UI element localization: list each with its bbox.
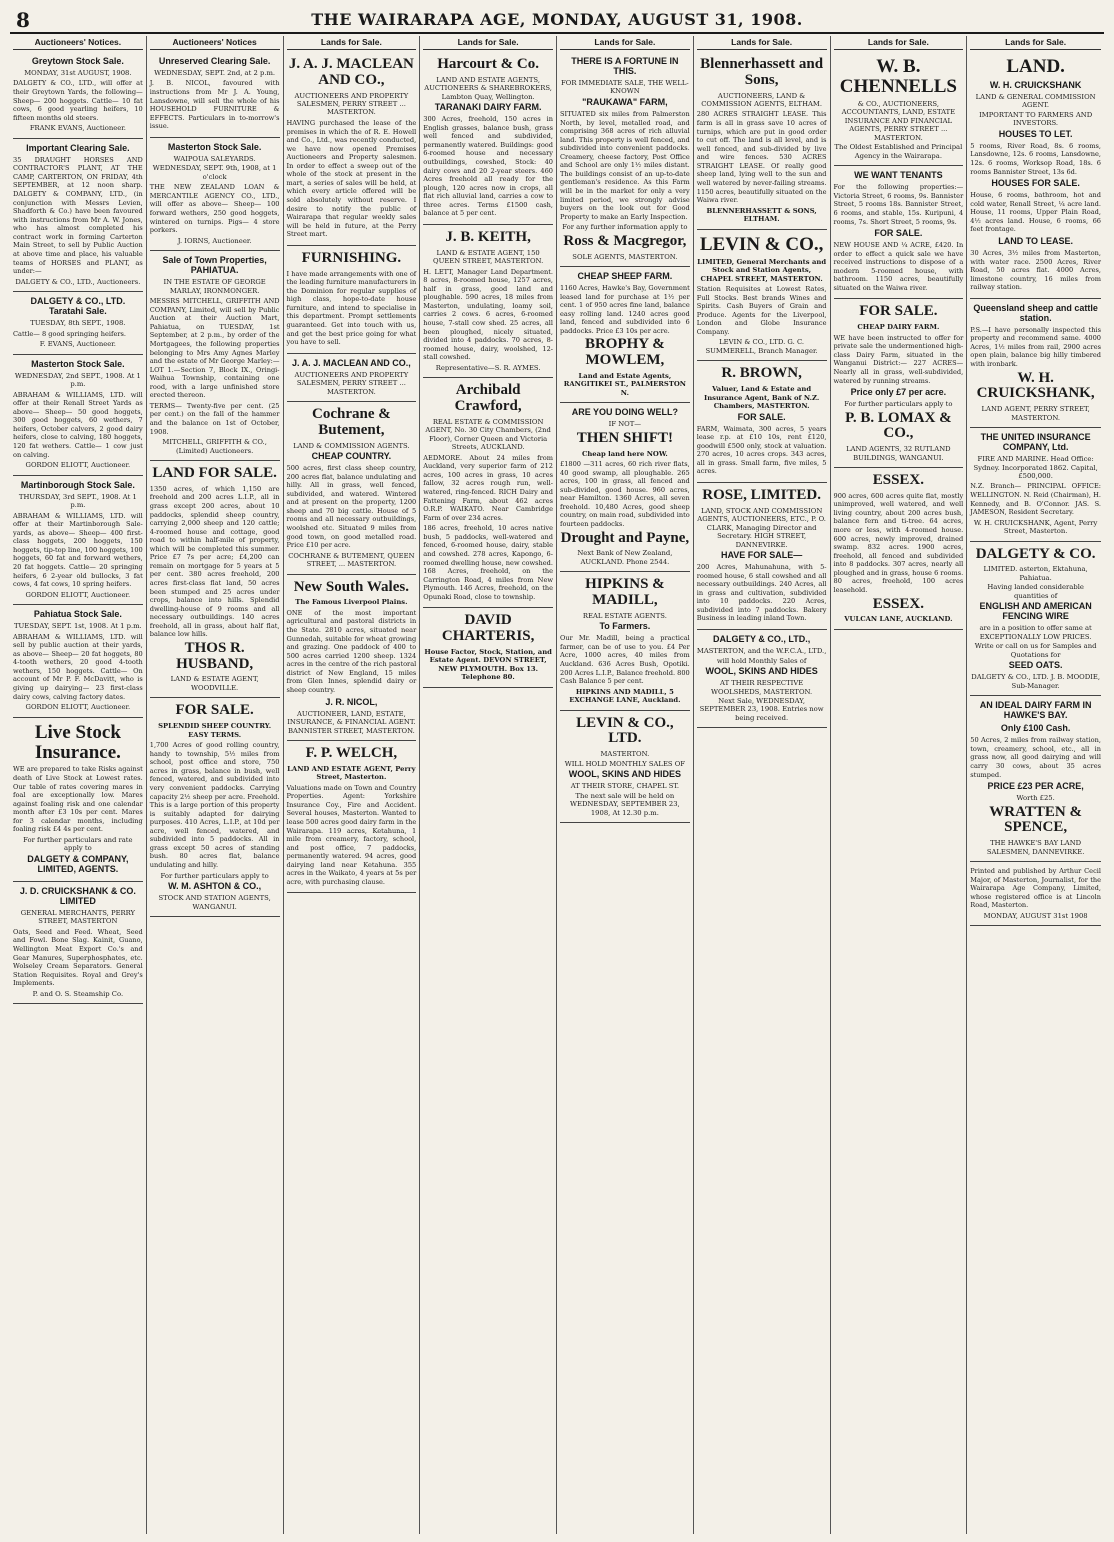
ad-next-sale: The next sale will be held on WEDNESDAY, SEPTEMBER 23, 1908, At 12.30 p.m.	[570, 791, 680, 817]
ad-body: 5 rooms, River Road, 8s. 6 rooms, Lansdowne, 12s. 6 rooms, Lansdowne, 12s. 6 rooms, Worksop Road, 18s. 6 rooms Bannister Street, 13s 6d.	[970, 141, 1101, 176]
ad-we-want-tenants	[834, 166, 964, 299]
column-header: Lands for Sale.	[697, 36, 827, 50]
ad-firm: LEVIN & CO.,	[699, 233, 824, 255]
ad-firm: ESSEX.	[872, 472, 925, 489]
ad-title: HOUSES TO LET.	[998, 128, 1073, 139]
ad-sub: SPLENDID SHEEP COUNTRY. EASY TERMS.	[158, 722, 272, 739]
ad-headline: THEN SHIFT!	[576, 429, 674, 446]
ad-title: To Farmers.	[599, 621, 651, 632]
ad-body: £1800 —311 acres, 60 rich river flats, 40 good swamp, all ploughable. 265 acres, 100 in grass, all fenced and sub-divided, good house. 960 acres, near Hamilton. 1360 Acres, all seven freehold. 10,480 Acres, good sheep country, on main road, subdivided into fourteen paddocks.	[560, 460, 690, 528]
ad-body: AEDMORE. About 24 miles from Auckland, very superior farm of 212 acres, 100 acres in grass, 10 acres fallow, 32 acres rough run, well-watered, ring-fenced. RICH Dairy and Fattening Farm, about 462 acres O.R.P. WAIKATO. Near Cambridge Farm of over 234 acres.	[423, 453, 553, 522]
ad-more: For further particulars apply to	[844, 400, 953, 409]
ad-cruickshank-land	[970, 52, 1101, 299]
ad-firm: DAVID CHARTERIS,	[441, 612, 535, 645]
ad-signature: LEVIN & CO., LTD. G. C. SUMMERELL, Branch Manager.	[705, 338, 818, 355]
ad-headline-2: SEED OATS.	[1008, 660, 1063, 671]
ad-sub: are in a position to offer same at EXCEPTIONALLY LOW PRICES.	[979, 624, 1092, 641]
ad-cruickshank-co	[13, 882, 143, 1004]
ad-sub: AUCTIONEERS, LAND & COMMISSION AGENTS, ELTHAM.	[701, 91, 823, 108]
ad-chennells	[834, 52, 964, 166]
ad-firm: J. B. KEITH,	[445, 228, 531, 245]
masthead	[10, 8, 1104, 34]
ad-signature: MITCHELL, GRIFFITH & CO., (Limited) Auctioneers.	[162, 438, 267, 455]
ad-sub: IF NOT—	[608, 420, 642, 429]
ad-sub: The Famous Liverpool Plains.	[295, 598, 408, 607]
ad-signature: HIPKINS AND MADILL, 5 EXCHANGE LANE, Auckland.	[569, 687, 681, 705]
ad-date: THURSDAY, 3rd SEPT., 1908. At 1 p.m.	[18, 492, 137, 510]
ad-title-3: LAND TO LEASE.	[998, 235, 1074, 246]
ad-hipkins-madill	[560, 572, 690, 710]
ad-date: WEDNESDAY, SEPT. 2nd, at 2 p.m.	[154, 69, 276, 77]
ad-body: 1,700 Acres of good rolling country, handy to township, 5½ miles from school, post office and store, 750 acres in grass, balance in bush, well fenced, watered, and subdivided into very convenient paddocks. Carrying capacity 2½ sheep per acre. Freehold. This is a large portion of this property is suitably adapted for dairying purposes. 410 Acres, L.I.P., at 10d per acre, well fenced, watered, and subdivided into 5 paddocks. All in grass except 50 acres of standing bush. 80 acres flat, balance undulating and hilly.	[149, 741, 280, 870]
ad-sub: MASTERTON, and the W.F.C.A., LTD.,	[696, 647, 827, 656]
ad-title-2: FOR SALE.	[874, 228, 923, 239]
ad-body: FARM, Waimata, 300 acres, 5 years lease r.p. at £10 10s, rent £120, goodwill £500 only, stock at valuation. 270 acres, 10 acres crops. 343 acres, all in grass. Small farm, five miles, 5 acres.	[696, 424, 827, 476]
ad-body: 900 acres, 600 acres quite flat, mostly unimproved, well watered, and well living country, about 200 acres bush, balance fern and ti-tree. 64 acres, more or less, with 4-roomed house. 600 acres, newly improved, drained swamp. 832 acres. 1900 acres, freehold, all fenced and subdivided into 8 paddocks. 307 acres, nearly all ploughed and in grass, house 6 rooms. 80 acres, freehold, 100 acres leasehold.	[833, 491, 964, 594]
ad-sub: MASTERTON.	[600, 750, 650, 759]
ad-firm: Harcourt & Co.	[437, 56, 540, 72]
ad-signature: GORDON ELIOTT, Auctioneer.	[25, 461, 131, 470]
ad-sub: SOLE AGENTS, MASTERTON.	[572, 252, 678, 261]
ad-firm: P. B. LOMAX & CO.,	[845, 409, 952, 442]
ad-firm: WRATTEN & SPENCE,	[989, 803, 1082, 836]
ad-signature: J. IORNS, Auctioneer.	[177, 236, 252, 245]
ad-firm: Ross & Macgregor,	[563, 232, 687, 249]
ad-body: Having landed considerable quantities of	[987, 583, 1084, 600]
ad-title: AN IDEAL DAIRY FARM IN HAWKE'S BAY.	[979, 700, 1092, 721]
ad-sub: Valuer, Land & Estate and Insurance Agent, Bank of N.Z. Chambers, MASTERTON.	[704, 385, 820, 411]
imprint-date: MONDAY, AUGUST 31st 1908	[983, 911, 1088, 920]
ad-signature: GORDON ELIOTT, Auctioneer.	[25, 590, 131, 599]
ad-title: FOR SALE.	[175, 702, 254, 719]
ad-signature: COCHRANE & BUTEMENT, QUEEN STREET, ... MASTERTON.	[288, 551, 415, 569]
ad-body-2: NEW HOUSE AND ¼ ACRE, £420. In order to effect a quick sale we have received instructions to dispose of a modern 5-roomed house, with bathroom. 1150 acres, beautifully situated on the Waiwa river.	[833, 241, 964, 292]
ad-sub: LAND AGENTS, 32 RUTLAND BUILDINGS, WANGANUI.	[846, 445, 951, 462]
ad-title: FURNISHING.	[301, 249, 402, 266]
ad-date: TUESDAY, SEPT. 1st, 1908. At 1 p.m.	[14, 622, 142, 631]
ad-body-3: 30 Acres, 3½ miles from Masterton, with water race. 2500 Acres, River Road, 50 acres flat. 4000 Acres, limestone country, 16 miles from railway station.	[970, 248, 1101, 292]
ad-sub: LAND, STOCK AND COMMISSION AGENTS, AUCTIONEERS, ETC., P. O. CLARK, Managing Director and Secretary. HIGH STREET, DANNEVIRKE.	[697, 506, 826, 549]
ad-firm: BROPHY & MOWLEM,	[584, 336, 665, 369]
ad-sub: Land and Estate Agents, RANGITIKEI ST., PALMERSTON N.	[563, 371, 687, 397]
ad-firm: Cochrane & Butement,	[312, 406, 391, 438]
column-7	[831, 36, 968, 1534]
ad-taratahi-sale	[13, 292, 143, 355]
ad-title: Live Stock Insurance.	[34, 721, 121, 763]
ad-sub: LAND & ESTATE AGENT, WOODVILLE.	[170, 675, 259, 692]
ad-dalgety-fencing-wire	[970, 542, 1101, 697]
ad-title: Queensland sheep and cattle station.	[973, 302, 1098, 323]
ad-firm: R. BROWN,	[721, 365, 802, 382]
ad-firm: J. A. J. MACLEAN AND CO.,	[288, 56, 414, 88]
ad-firm: ROSE, LIMITED.	[702, 486, 822, 503]
ad-body: SITUATED six miles from Palmerston North, by level, metalled road, and comprising 368 acres of rich alluvial land. This property is well fenced, and subdivided into convenient paddocks. Creamery, cheese factory, Post Office and School are only 1½ miles distant. The buildings consist of an up-to-date gentleman's residence. As this Farm will be in the market for only a very limited period, we strongly advise buyers on the look out for Good Property to make an Early Inspection.	[560, 109, 690, 221]
ad-title-2: HOUSES FOR SALE.	[991, 178, 1080, 189]
ad-cheap-dairy-farm	[834, 299, 964, 468]
ad-sub: CHEAP DAIRY FARM.	[857, 323, 940, 332]
ad-title: FOR SALE.	[859, 303, 938, 320]
column-2	[147, 36, 284, 1534]
ad-sub: Next Bank of New Zealand, AUCKLAND. Phone 2544.	[577, 549, 673, 566]
ad-raukawa-farm	[560, 52, 690, 267]
ad-body: WILL HOLD MONTHLY SALES OF	[564, 759, 686, 768]
ad-firm: W. H. CRUICKSHANK	[989, 79, 1082, 90]
ad-crawford	[423, 378, 553, 608]
ad-blennerhassett	[697, 52, 827, 230]
ad-firm: HIPKINS & MADILL,	[585, 576, 665, 609]
ad-firm: W. B. CHENNELLS	[839, 56, 957, 97]
ad-firm: Archibald Crawford,	[454, 382, 522, 415]
ad-sub: Cheap land here NOW.	[581, 449, 668, 458]
ad-body: Station Requisites at Lowest Rates, Full Stocks. Best brands Wines and Spirits. Cash Buyers of Grain and Produce. Agents for the Liverpool, London and Globe Insurance Company.	[696, 285, 827, 336]
ad-sub: LAND AND ESTATE AGENTS, AUCTIONEERS & SHAREBROKERS, Lambton Quay, Wellington.	[424, 75, 552, 101]
ad-signature: DALGETY & CO., LTD., Auctioneers.	[15, 277, 141, 286]
ad-body: Oats, Seed and Feed. Wheat, Seed and Fowl. Bone Slag. Kainit, Guano, Wellington Meat Export Co.'s and Gear Manures, Superphosphates, etc. Wolseley Cream Separators. General Station Requisites. Royal and Grey's Implements.	[13, 927, 143, 988]
ad-unreserved-clearing-sale	[150, 52, 280, 138]
ad-maclean-co	[287, 52, 417, 246]
ad-headline: WOOL, SKINS AND HIDES	[568, 769, 681, 780]
masthead-title: THE WAIRARAPA AGE, MONDAY, AUGUST 31, 1908.	[311, 10, 803, 29]
ad-maclean-co-2	[287, 354, 417, 402]
ad-sub: VULCAN LANE, AUCKLAND.	[844, 615, 953, 624]
ad-signature: ESSEX.	[872, 595, 925, 612]
ad-sub: LAND AGENT, PERRY STREET, MASTERTON.	[981, 405, 1090, 422]
ad-date: TUESDAY, 8th SEPT., 1908.	[30, 319, 126, 328]
ad-firm: LEVIN & CO., LTD.	[576, 714, 674, 747]
column-3	[284, 36, 421, 1534]
ad-sub: AT THEIR RESPECTIVE WOOLSHEDS, MASTERTON.	[711, 679, 813, 696]
ad-sub: LAND & COMMISSION AGENTS.	[293, 441, 410, 450]
ad-firm: J. R. NICOL,	[325, 696, 378, 707]
column-1	[10, 36, 147, 1534]
ad-body: Valuations made on Town and Country Properties. Agent: Yorkshire Insurance Coy., Fire and Accident. Several houses, Masterton. Wanted to lease 500 acres good dairy farm in the Wairarapa. 119 acres, Ketahuna, 1 mile from creamery, factory, school, and post office, 7 paddocks, permanently watered. 94 acres, good dairying land near Ketahuna. 355 acres in the Waikato, 4 years at 5s per acre, with purchasing clause.	[286, 783, 417, 886]
ad-firm: F. P. WELCH,	[305, 744, 398, 761]
ad-signature: DALGETY & CO., LTD. J. B. MOODIE, Sub-Manager.	[971, 673, 1100, 690]
column-header: Lands for Sale.	[834, 36, 964, 50]
ad-greytown-stock-sale	[13, 52, 143, 139]
ad-body: J. B. NICOL, favoured with instructions from Mr J. A. Young, Lansdowne, will sell the whole of his HOUSEHOLD FURNITURE & EFFECTS. Particulars in to-morrow's issue.	[149, 79, 280, 131]
ad-new-south-wales	[287, 575, 417, 741]
ad-signature: W. H. CRUICKSHANK, Agent, Perry Street, Masterton.	[973, 518, 1098, 536]
ad-body: 200 Acres, Mahunahuna, with 5-roomed house, 6 stall cowshed and all necessary outbuildings. 240 Acres, all in grass and cultivation, subdivided into 10 paddocks. 220 Acres, subdivided into 7 paddocks. Bakery Business in leading inland Town.	[696, 563, 827, 623]
ad-body: 35 DRAUGHT HORSES AND CONTRACTOR'S PLANT, AT THE CAMP, CARTERTON, ON FRIDAY, 4th SEPTEMBER, at 12 noon sharp. DALGETY & COMPANY, LTD., (in conjunction with Messrs Levien, Shadforth & Co.) have been favoured with instructions from Mr A. W. Jones, who has almost completed his contract work in forming Carterton Main Street, to sell by Public Auction at above time and place, his valuable teams of HORSES and PLANT, as under:—	[13, 155, 143, 276]
ad-sub: & CO., AUCTIONEERS, ACCOUNTANTS, LAND, ESTATE INSURANCE AND FINANCIAL AGENTS, PERRY STREET ... MASTERTON.	[841, 99, 956, 142]
ad-headline: ENGLISH AND AMERICAN FENCING WIRE	[979, 601, 1092, 622]
columns	[10, 36, 1104, 1534]
ad-signature: Representative—S. R. AYMES.	[435, 363, 541, 372]
ad-title: CHEAP COUNTRY.	[311, 451, 392, 462]
ad-firm: THE UNITED INSURANCE COMPANY, Ltd.	[980, 432, 1091, 453]
ad-sub: FIRE AND MARINE. Head Office: Sydney. Incorporated 1862. Capital, £500,000.	[973, 455, 1098, 480]
ad-hawkes-bay-dairy	[970, 696, 1101, 862]
ad-headline: LAND.	[1006, 56, 1065, 77]
ad-sub: STOCK AND STATION AGENTS, WANGANUI.	[158, 894, 271, 911]
ad-body: 500 acres, first class sheep country, 200 acres flat, balance undulating and hilly. All in grass, well fenced, subdivided, and watered. Wintered and at present on the property, 1200 sheep and 70 big cattle. House of 5 rooms and all necessary outbuildings, woolshed etc. Situated 9 miles from good town, on good metalled road. Price £10 per acre.	[286, 464, 417, 550]
ad-title: THERE IS A FORTUNE IN THIS.	[571, 56, 679, 76]
ad-firm: J. D. CRUICKSHANK & CO. LIMITED	[19, 885, 136, 906]
ad-sub: LIMITED. asterton, Ektahuna, Pahiatua.	[983, 565, 1088, 582]
ad-signature: FRANK EVANS, Auctioneer.	[29, 124, 126, 133]
ad-title: CHEAP SHEEP FARM.	[577, 271, 673, 281]
ad-sub: The Oldest Established and Principal Agency in the Wairarapa.	[834, 143, 963, 160]
ad-signature: GORDON ELIOTT, Auctioneer.	[25, 703, 131, 712]
ad-land-for-sale	[150, 461, 280, 698]
ad-sheep-country	[150, 698, 280, 917]
ad-sub: LAND & ESTATE AGENT, 150 QUEEN STREET, MASTERTON.	[433, 248, 544, 266]
column-6	[694, 36, 831, 1534]
ad-sub: FOR IMMEDIATE SALE, THE WELL-KNOWN	[561, 79, 689, 96]
ad-date: MONDAY, 31st AUGUST, 1908.	[24, 69, 132, 77]
column-header: Lands for Sale.	[970, 36, 1101, 50]
ad-town-properties	[150, 251, 280, 461]
ad-sub: LAND AND ESTATE AGENT, Perry Street, Masterton.	[287, 764, 416, 782]
ad-price: Price only £7 per acre.	[850, 387, 947, 398]
column-header: Lands for Sale.	[560, 36, 690, 50]
ad-body: I have made arrangements with one of the leading furniture manufacturers in the Dominion for regular supplies of high class, hope-to-date house furniture, and intend to specialise in this department. Prompt settlements guaranteed. Get into touch with us, and get the best price going for what you have to sell.	[286, 269, 417, 347]
ad-charteris	[423, 608, 553, 687]
ad-body: 300 Acres, freehold, 150 acres in English grasses, balance bush, grass well fenced and subdivided, permanently watered. Buildings: good 6-roomed house and necessary outbuildings, cowshed, Stock: 40 dairy cows and 20 2-year steers. 460 Acres freehold all ready for the plough, 120 acres now in crops, all flat rich alluvial land, carries a cow to three acres. Terms £1500 cash, balance at 5 per cent.	[423, 115, 553, 218]
ad-martinborough-stock-sale	[13, 476, 143, 606]
ad-brown	[697, 361, 827, 483]
ad-sub: THE HAWKE'S BAY LAND SALESMEN, DANNEVIRKE.	[986, 839, 1085, 856]
ad-title: Important Clearing Sale.	[26, 142, 130, 153]
ad-sub: Worth £25.	[1016, 794, 1055, 803]
ad-firm: DALGETY & CO., LTD.,	[713, 634, 811, 645]
ad-sub: REAL ESTATE AGENTS.	[582, 611, 667, 620]
ad-sub: IN THE ESTATE OF GEORGE MARLAY, IRONMONGER.	[163, 278, 266, 295]
ad-date: WEDNESDAY, SEPT. 9th, 1908, at 1 o'clock	[152, 164, 277, 181]
ad-title: Sale of Town Properties, PAHIATUA.	[162, 255, 267, 276]
ad-body: Cattle— 8 good springing heifers.	[13, 329, 126, 338]
ad-sub: House Factor, Stock, Station, and Estate Agent. DEVON STREET, NEW PLYMOUTH. Box 13. Telephone 80.	[424, 647, 552, 682]
ad-pahiatua-stock-sale	[13, 605, 143, 717]
ad-sub: WAIPOUA SALEYARDS.	[173, 154, 256, 163]
ad-title: FOR SALE.	[737, 411, 786, 422]
ad-queensland-station	[970, 299, 1101, 428]
ad-agents: P. and O. S. Steamship Co.	[32, 989, 124, 998]
column-header: Auctioneers' Notices.	[13, 36, 143, 50]
ad-levin-wool-sales	[560, 711, 690, 823]
ad-body: ABRAHAM & WILLIAMS, LTD. will offer at their Martinborough Sale-yards, as above— Sheep— 400 first-class hoggets, 200 hoggets, 150 hoggets, tip-top line, 100 hoggets, 100 hoggets, 60 fat and forward wethers, 20 fat hoggets. Cattle— 20 springing heifers, 6 2-year old bullocks, 3 fat cows, 4 fat cows, 10 spring heifers.	[13, 511, 143, 589]
ad-body: P.S.—I have personally inspected this property and recommend same. 4000 Acres, 1½ miles from rail, 2900 acres open plain, balance big hilly timbered with ironbark.	[970, 325, 1101, 368]
ad-firm: Drought and Payne,	[560, 529, 690, 546]
ad-title: ARE YOU DOING WELL?	[571, 407, 679, 418]
ad-firm: DALGETY & COMPANY, LIMITED, AGENTS.	[27, 853, 129, 874]
ad-united-insurance	[970, 428, 1101, 542]
ad-body: 1160 Acres, Hawke's Bay, Government leased land for purchase at 1½ per cent. 1 of 950 acres fine land, balance easy rolling land. 1240 acres good land, fenced and subdivided into 6 paddocks. Price £3 10s per acre.	[560, 284, 690, 335]
ad-furnishing	[287, 246, 417, 354]
ad-terms: TERMS— Twenty-five per cent. (25 per cent.) on the fall of the hammer and the balance on 1st of October, 1908.	[149, 401, 280, 436]
ad-firm: W. M. ASHTON & CO.,	[168, 881, 262, 892]
imprint	[970, 862, 1101, 926]
ad-sub: GENERAL MERCHANTS, PERRY STREET, MASTERTON	[20, 908, 136, 926]
ad-rose-limited	[697, 483, 827, 630]
ad-name: "RAUKAWA" FARM,	[582, 96, 668, 107]
ad-body-2: Write or call on us for Samples and Quotations for	[974, 642, 1097, 659]
ad-title: New South Wales.	[293, 578, 409, 595]
ad-title: Greytown Stock Sale.	[31, 56, 124, 66]
ad-body: For the following properties:— Victoria Street, 6 rooms, 9s. Bannister Street, 5 rooms 18s. Bannister Street, 6 rooms, and stable, 15s. Kuripuni, 4 rooms, 7s. Short Street, 5 rooms, 9s.	[833, 183, 964, 226]
ad-body: Our Mr. Madill, being a practical farmer, can be of use to you. £4 Per Acre, 1000 acres, 40 miles from Auckland. 636 Acres Bush, Opotiki. 200 Acres L.I.P., Balance freehold. 800 Cash Balance 5 per cent.	[560, 634, 690, 686]
page-number: 8	[16, 8, 30, 32]
ad-cochrane-butement	[287, 402, 417, 575]
ad-body: ABRAHAM & WILLIAMS, LTD. will offer at their Renall Street Yards as above— Sheep— 50 good hoggets, 300 good hoggets, 60 wethers, 7 heifers, October calvers, 2 good dairy heifers, close to calving, 180 hoggets, 120 fat wethers. Cattle— 1 cow just on calving.	[13, 390, 143, 459]
ad-sub: Only £100 Cash.	[1000, 723, 1071, 734]
ad-firm: J. A. J. MACLEAN AND CO.,	[291, 357, 411, 368]
ad-cheap-sheep-farm	[560, 267, 690, 403]
imprint-text: Printed and published by Arthur Cecil Major, of Masterton, Journalist, for the Wairarapa Age Company, Limited, whose registered office is at Lincoln Road, Masterton.	[970, 867, 1101, 910]
ad-sub: LIMITED, General Merchants and Stock and Station Agents, CHAPEL STREET, MASTERTON.	[697, 257, 827, 283]
column-4	[420, 36, 557, 1534]
ad-body: H. LETT, Manager Land Department. 8 acres, 8-roomed house, 1257 acres, half in grass, good land and ploughable. 590 acres, 18 miles from Masterton, undulating, loamy soil, carries 2 cows. 6 acres, 6-roomed house, 7-stall cow shed. 25 acres, all been ploughed, nicely situated, divided into 4 paddocks. 70 acres, 8-roomed house, dairy, woolshed, 12-stall cowshed.	[423, 267, 553, 362]
ad-body: N.Z. Branch— PRINCIPAL OFFICE: WELLINGTON. N. Reid (Chairman), H. Kennedy, and B. O'Connor. JAS. S. JAMESON, Resident Secretary.	[970, 482, 1101, 517]
ad-title: DALGETY & CO., LTD. Taratahi Sale.	[30, 296, 126, 317]
ad-body-2: 186 acres, freehold, 10 acres native bush, 5 paddocks, well-watered and fenced, 6-roomed house, dairy, stable and cowshed. 278 acres, Kapongo, 6-roomed dwelling house, new cowshed. 168 Acres, freehold, on the Carrington Road, 4 miles from New Plymouth. 146 Acres, freehold, on the Opunaki Road, close to township.	[423, 524, 553, 601]
ad-sub: REAL ESTATE & COMMISSION AGENT, No. 30 City Chambers, (2nd Floor), Corner Queen and Victoria Streets, AUCKLAND.	[425, 417, 551, 452]
ad-signature: BLENNERHASSETT & SONS, ELTHAM.	[706, 206, 817, 224]
ad-sub: IMPORTANT TO FARMERS AND INVESTORS.	[979, 110, 1093, 128]
ad-body: will hold Monthly Sales of	[716, 656, 807, 665]
ad-more: For further particulars apply to	[160, 871, 269, 880]
ad-title: LAND FOR SALE.	[152, 465, 277, 482]
ad-price: PRICE £23 PER ACRE,	[987, 781, 1084, 792]
ad-body: 50 Acres, 2 miles from railway station, town, creamery, school, etc., all in grass now, all good dairying and will carry 30 cows, about 35 acres stumped.	[970, 736, 1101, 779]
ad-masterton-stock-sale	[150, 138, 280, 251]
ad-body: THE NEW ZEALAND LOAN & MERCANTILE AGENCY CO., LTD., will offer as above— Sheep— 100 forward wethers, 250 good hoggets, wintered on turnips. Pigs— 4 store porkers.	[149, 183, 280, 235]
ad-firm: Blennerhassett and Sons,	[700, 56, 824, 88]
ad-title: Pahiatua Stock Sale.	[33, 609, 122, 620]
ad-sub: AUCTIONEER, LAND, ESTATE, INSURANCE, & FINANCIAL AGENT. BANNISTER STREET, MASTERTON.	[287, 709, 416, 735]
ad-body: WE have been instructed to offer for private sale the undermentioned high-class Dairy Farm, situated in the Wanganui District:— 227 ACRES—Nearly all in grass, well-subdivided, watered by running streams.	[833, 333, 964, 385]
ad-masterton-stock-sale	[13, 355, 143, 476]
ad-title: WE WANT TENANTS	[854, 170, 943, 181]
ad-signature: F. EVANS, Auctioneer.	[39, 340, 116, 349]
ad-next-sale: Next Sale, WEDNESDAY, SEPTEMBER 23, 1908. Entries now being received.	[699, 696, 824, 722]
ad-firm: W. H. CRUICKSHANK,	[976, 369, 1095, 402]
ad-more: For further particulars and rate apply to	[23, 835, 133, 853]
ad-dalgety-wool-sales	[697, 630, 827, 728]
ad-firm: THOS R. HUSBAND,	[176, 639, 254, 672]
ad-body: 280 ACRES STRAIGHT LEASE. This farm is all in grass save 10 acres of turnips, which are put in good order to cut off. The land is all level, and is well fenced, and sub-divided by live and wire fences. 530 ACRES STRAIGHT LEASE. Of really good sheep land, lying well to the sun and well watered by never-failing streams. 1150 acres, beautifully situated on the Waiwa river.	[696, 110, 827, 205]
ad-clearing-sale	[13, 139, 143, 292]
ad-sub: AT THEIR STORE, CHAPEL ST.	[570, 782, 680, 791]
column-5	[557, 36, 694, 1534]
ad-title: HAVE FOR SALE—	[720, 550, 803, 561]
ad-harcourt-co	[423, 52, 553, 225]
ad-levin-co	[697, 230, 827, 362]
ad-body: ABRAHAM & WILLIAMS, LTD. will sell by public auction at their yards, as above— Sheep— 20 fat hoggets, 80 4-tooth wethers, 20 good 4-tooth wethers, 150 hoggets. Cattle— On account of Mr P. F. McDavitt, who is giving up dairying— 23 first-class dairy cows, calving factory dates.	[13, 632, 143, 701]
ad-title: Martinborough Stock Sale.	[20, 479, 135, 490]
ad-live-stock-insurance	[13, 718, 143, 882]
ad-date: WEDNESDAY, 2nd SEPT., 1908. At 1 p.m.	[14, 371, 141, 389]
column-8	[967, 36, 1104, 1534]
column-header: Lands for Sale.	[287, 36, 417, 50]
ad-title: Unreserved Clearing Sale.	[158, 56, 271, 66]
ad-essex	[834, 468, 964, 630]
ad-title: TARANAKI DAIRY FARM.	[434, 102, 542, 113]
ad-keith	[423, 225, 553, 378]
ad-title: Masterton Stock Sale.	[167, 141, 262, 152]
ad-body: WE are prepared to take Risks against death of Live Stock at Lowest rates. Our table of rates covering mares in foal are exceptionally low. Mares against foaling risk and one calendar month after £3 10s per cent. Mares for 3 calendar months, including foaling risk £4 4s per cent.	[13, 765, 143, 834]
ad-body: HAVING purchased the lease of the premises in which the of R. E. Howell and Co., Ltd., was recently conducted, we have now opened Premises Auctioneers and Property salesmen. In order to effect a sweep out of the whole of the stock at present in the mart, a series of sales will be held, at which every article offered will be sold absolutely without reserve. I desire to notify the public of Wairarapa that regular weekly sales will be held in future, at the Perry Street mart.	[286, 118, 417, 239]
ad-sub: AUCTIONEERS AND PROPERTY SALESMEN, PERRY STREET ... MASTERTON.	[294, 370, 409, 396]
ad-body-2: House, 6 rooms, bathroom, hot and cold water, Renall Street, ¼ acre land. House, 11 rooms, Upper Plain Road, 4½ acres land. House, 6 rooms, 66 feet frontage.	[970, 191, 1101, 234]
ad-sub: AUCTIONEERS AND PROPERTY SALESMEN, PERRY STREET ... MASTERTON.	[294, 91, 409, 117]
ad-body: MESSRS MITCHELL, GRIFFITH AND COMPANY, Limited, will sell by Public Auction at their Auction Mart, Pahiatua, on TUESDAY, 1st September, at 2 p.m., by order of the Mortgagees, the following properties belonging to Mrs Amy Agnes Marley and the estate of Mr George Marley:— LOT 1.—Section 7, Block IX., Oringi-Waihua Township, containing one rood, with a large unfinished store erected thereon.	[149, 297, 280, 400]
ad-body: 1350 acres, of which 1,150 are freehold and 200 acres L.I.P., all in grass except 200 acres, about 10 paddocks, splendid sheep country, carrying 2,000 sheep and 120 cattle; 4-roomed house and cottage, good road to within half-mile of property, which will be completed this summer. Price £7 7s per acre; £4,200 can remain on mortgage for 5 years at 5 per cent. 380 acres freehold, 200 acres first-class flat land, 50 acres been stumped and 25 acres under crops, balance into hills. Splendid dwelling-house of 9 rooms and all necessary outbuildings. 140 acres freehold, all in grass, about half flat, balance low hills.	[149, 484, 280, 639]
column-header: Auctioneers' Notices	[150, 36, 280, 50]
ad-sub: LAND & GENERAL COMMISSION AGENT.	[975, 92, 1096, 110]
ad-more: For any further information apply to	[562, 223, 688, 232]
column-header: Lands for Sale.	[423, 36, 553, 50]
ad-body: ONE of the most important agricultural and pastoral districts in the State. 2810 acres, situated near Gunnedah, suitable for wheat growing and grazing. One paddock of 400 to 500 acres carried 1200 sheep. 1324 acres in the centre of the rich pastoral district of New England, 15 miles from Glen Innes, splendid dairy or sheep country.	[286, 608, 417, 694]
ad-then-shift	[560, 403, 690, 572]
ad-body: DALGETY & CO., LTD., will offer at their Greytown Yards, the following— Sheep— 200 hoggets. Cattle— 10 fat cows, 6 good yearling heifers, 10 fifteen months old steers.	[13, 79, 143, 122]
ad-firm: DALGETY & CO.	[975, 545, 1096, 562]
ad-welch	[287, 741, 417, 893]
ad-title: Masterton Stock Sale.	[31, 358, 125, 369]
ad-headline: WOOL, SKINS AND HIDES	[705, 666, 818, 677]
